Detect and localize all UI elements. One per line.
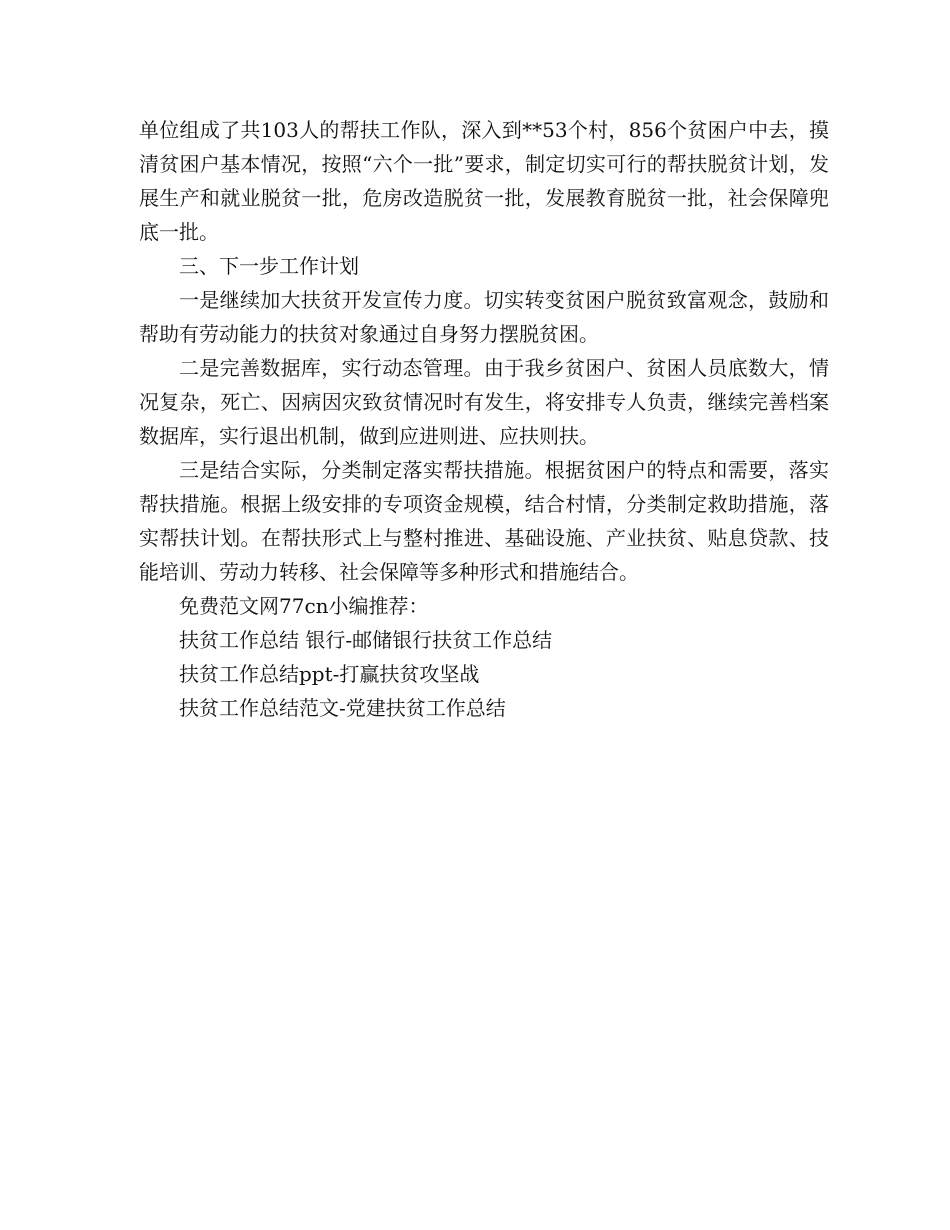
document-body bbox=[139, 113, 829, 725]
body-paragraph: 三是结合实际，分类制定落实帮扶措施。根据贫困户的特点和需要，落实帮扶措施。根据上级安排的专项资金规模，结合村情，分类制定救助措施，落实帮扶计划。在帮扶形式上与整村推进、基础设施、产业扶贫、贴息贷款、技能培训、劳动力转移、社会保障等多种形式和措施结合。 bbox=[139, 458, 829, 584]
recommend-link[interactable]: 扶贫工作总结 银行-邮储银行扶贫工作总结 bbox=[179, 628, 553, 652]
body-paragraph: 一是继续加大扶贫开发宣传力度。切实转变贫困户脱贫致富观念，鼓励和帮助有劳动能力的扶贫对象通过自身努力摆脱贫困。 bbox=[139, 288, 829, 346]
list-item bbox=[139, 691, 829, 725]
body-paragraph: 二是完善数据库，实行动态管理。由于我乡贫困户、贫困人员底数大，情况复杂，死亡、因病因灾致贫情况时有发生，将安排专人负责，继续完善档案数据库，实行退出机制，做到应进则进、应扶则扶。 bbox=[139, 356, 829, 448]
list-item bbox=[139, 623, 829, 657]
recommend-link[interactable]: 扶贫工作总结范文-党建扶贫工作总结 bbox=[179, 696, 506, 720]
body-paragraph: 单位组成了共103人的帮扶工作队，深入到**53个村，856个贫困户中去，摸清贫困户基本情况，按照“六个一批”要求，制定切实可行的帮扶脱贫计划，发展生产和就业脱贫一批，危房改造脱贫一批，发展教育脱贫一批，社会保障兜底一批。 bbox=[139, 118, 829, 244]
list-item bbox=[139, 657, 829, 691]
recommend-link[interactable]: 扶贫工作总结ppt-打赢扶贫攻坚战 bbox=[179, 662, 480, 686]
recommend-heading: 免费范文网77cn小编推荐： bbox=[179, 594, 429, 618]
section-heading: 三、下一步工作计划 bbox=[179, 254, 359, 278]
recommend-list bbox=[139, 623, 829, 725]
